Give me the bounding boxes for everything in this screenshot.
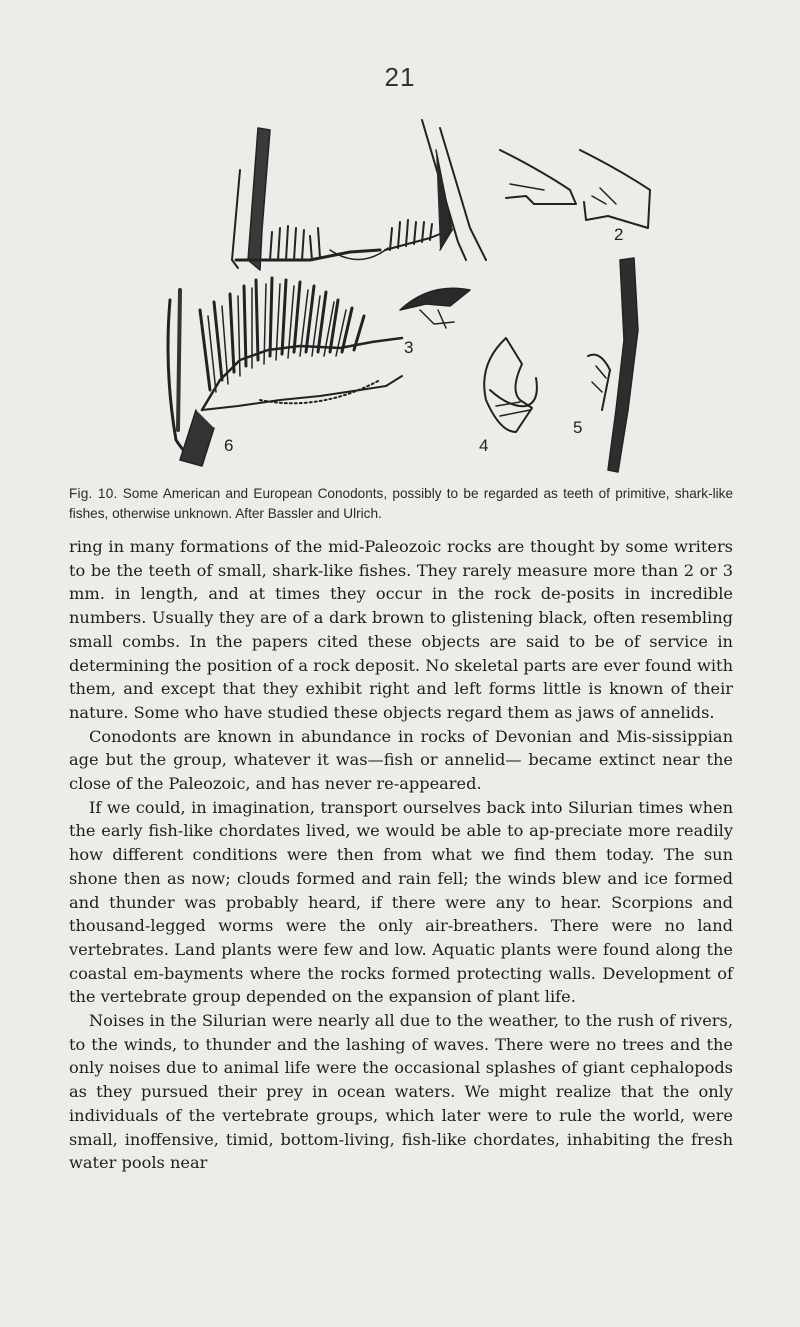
body-text: [69, 535, 733, 1175]
figure-label-2: 2: [614, 225, 624, 244]
conodont-specimen-4: [484, 338, 537, 432]
figure-label-4: 4: [479, 436, 489, 455]
conodont-specimen-2: [500, 150, 650, 228]
figure-label-3: 3: [404, 338, 414, 357]
conodont-specimen-3: [400, 288, 470, 328]
paragraph-1: ring in many formations of the mid-Paleozoic rocks are thought by some writers to be the teeth of small, shark-like fishes. They rarely measure more than 2 or 3 mm. in length, and at times they occur in the rock de-posits in incredible numbers. Usually they are of a dark brown to glistening black, often resembling small combs. In the papers cited these objects are said to be of service in determining the position of a rock deposit. No skeletal parts are ever found with them, and except that they exhibit right and left forms little is known of their nature. Some who have studied these objects regard them as jaws of annelids.: [69, 537, 733, 722]
figure-caption-text: Some American and European Conodonts, possibly to be regarded as teeth of primitive, shark-like fishes, otherwise unknown. After Bassler and Ulrich.: [69, 486, 734, 521]
conodont-specimen-5: [588, 258, 638, 472]
conodont-figure: [140, 110, 660, 480]
page-number: 21: [384, 62, 416, 92]
paragraph-4: Noises in the Silurian were nearly all due to the weather, to the rush of rivers, to the winds, to thunder and the lashing of waves. There were no trees and the only noises due to animal life were the occasional splashes of giant cephalopods as they pursued their prey in ocean waters. We might realize that the only individuals of the vertebrate groups, which later were to rule the world, were small, inoffensive, timid, bottom-living, fish-like chordates, inhabiting the fresh water pools near: [69, 1011, 733, 1173]
conodont-illustration: [140, 110, 660, 480]
paragraph-2: Conodonts are known in abundance in rocks of Devonian and Mis-sissippian age but the group, whatever it was—fish or annelid— became extinct near the close of the Paleozoic, and has never re-appeared.: [69, 726, 733, 794]
figure-label-6: 6: [224, 436, 234, 455]
figure-label-5: 5: [573, 418, 583, 437]
paragraph-3: If we could, in imagination, transport ourselves back into Silurian times when the early fish-like chordates lived, we would be able to ap-preciate more readily how different conditions were then from what we find them today. The sun shone then as now; clouds formed and rain fell; the winds blew and ice formed and thunder was probably heard, if there were any to hear. Scorpions and thousand-legged worms were the only air-breathers. There were no land vertebrates. Land plants were few and low. Aquatic plants were found along the coastal em-bayments where the rocks formed protecting walls. Development of the vertebrate group depended on the expansion of plant life.: [69, 797, 733, 1007]
figure-caption: [69, 484, 733, 524]
conodont-specimen-1: [232, 120, 486, 270]
figure-number: Fig. 10.: [69, 486, 118, 501]
conodont-specimen-6: [168, 278, 402, 466]
